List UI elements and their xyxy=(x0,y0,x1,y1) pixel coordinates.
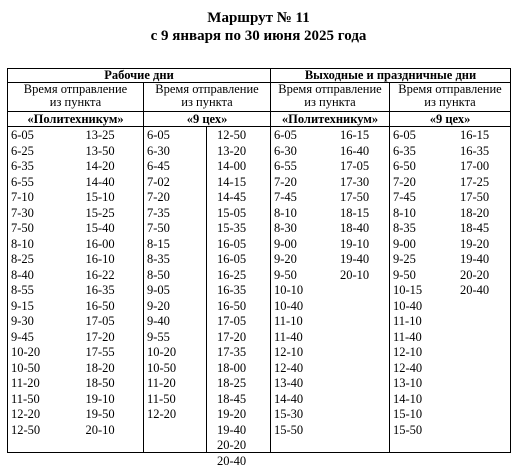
departure-time: 16-05 xyxy=(217,252,270,268)
times-col-2 xyxy=(207,127,270,452)
page-subtitle: с 9 января по 30 июня 2025 года xyxy=(0,27,517,46)
departure-time: 16-50 xyxy=(217,299,270,315)
departure-time: 17-50 xyxy=(340,190,389,206)
departure-time: 10-10 xyxy=(274,283,330,299)
departure-point: «Политехникум» xyxy=(271,112,390,127)
departure-time: 14-00 xyxy=(217,159,270,175)
departure-time: 11-50 xyxy=(147,392,206,408)
departure-time: 18-00 xyxy=(217,361,270,377)
departure-time: 6-30 xyxy=(147,144,206,160)
departure-time: 6-05 xyxy=(393,128,450,144)
departure-time: 16-25 xyxy=(217,268,270,284)
departure-time: 14-15 xyxy=(217,175,270,191)
departure-time: 7-30 xyxy=(11,206,76,222)
point-row xyxy=(8,112,511,127)
departure-time: 9-30 xyxy=(11,314,76,330)
direction-header xyxy=(271,83,390,112)
departure-time: 13-40 xyxy=(274,376,330,392)
departure-time: 6-55 xyxy=(11,175,76,191)
times-col-1 xyxy=(144,127,207,452)
departure-time: 15-30 xyxy=(274,407,330,423)
departure-time: 14-45 xyxy=(217,190,270,206)
departure-time: 7-20 xyxy=(393,175,450,191)
direction-header-row xyxy=(8,83,511,112)
departure-time: 17-25 xyxy=(460,175,510,191)
departure-time: 8-40 xyxy=(11,268,76,284)
departure-time: 15-50 xyxy=(274,423,330,439)
departure-time: 9-20 xyxy=(147,299,206,315)
departure-time: 6-25 xyxy=(11,144,76,160)
departure-time: 16-22 xyxy=(86,268,144,284)
departure-time: 9-50 xyxy=(393,268,450,284)
departure-time: 18-45 xyxy=(460,221,510,237)
departure-time: 8-35 xyxy=(393,221,450,237)
departure-time: 13-50 xyxy=(86,144,144,160)
departure-time: 8-35 xyxy=(147,252,206,268)
departure-time: 18-20 xyxy=(460,206,510,222)
departure-time: 12-40 xyxy=(274,361,330,377)
departure-time: 17-20 xyxy=(86,330,144,346)
header-line1: Время отправление xyxy=(390,83,510,96)
departure-time: 11-10 xyxy=(393,314,450,330)
times-col-1 xyxy=(390,127,450,452)
departure-time: 18-50 xyxy=(86,376,144,392)
departure-time: 18-25 xyxy=(217,376,270,392)
departure-time: 12-20 xyxy=(11,407,76,423)
times-row xyxy=(8,127,511,453)
header-line2: из пункта xyxy=(8,96,143,109)
departure-time: 16-35 xyxy=(460,144,510,160)
departure-time: 14-40 xyxy=(86,175,144,191)
departure-time: 6-55 xyxy=(274,159,330,175)
departure-time: 6-05 xyxy=(147,128,206,144)
departure-time: 20-40 xyxy=(217,454,270,469)
times-cell xyxy=(271,127,390,453)
departure-time: 7-02 xyxy=(147,175,206,191)
departure-time: 7-35 xyxy=(147,206,206,222)
departure-time: 9-40 xyxy=(147,314,206,330)
schedule-table xyxy=(7,68,511,453)
departure-time: 17-20 xyxy=(217,330,270,346)
departure-time: 9-50 xyxy=(274,268,330,284)
departure-time: 9-15 xyxy=(11,299,76,315)
departure-time: 7-10 xyxy=(11,190,76,206)
departure-time: 17-55 xyxy=(86,345,144,361)
departure-time: 15-10 xyxy=(86,190,144,206)
times-columns xyxy=(271,127,389,452)
departure-time: 16-35 xyxy=(86,283,144,299)
page-title: Маршрут № 11 xyxy=(0,9,517,28)
group-label-weekdays: Рабочие дни xyxy=(8,69,271,83)
times-cell xyxy=(390,127,511,453)
times-columns xyxy=(8,127,143,452)
departure-time: 11-20 xyxy=(147,376,206,392)
departure-time: 17-35 xyxy=(217,345,270,361)
departure-time: 11-20 xyxy=(11,376,76,392)
group-header-row xyxy=(8,69,511,83)
departure-time: 15-05 xyxy=(217,206,270,222)
departure-time: 15-40 xyxy=(86,221,144,237)
departure-time: 20-10 xyxy=(86,423,144,439)
departure-time: 17-00 xyxy=(460,159,510,175)
departure-time: 10-15 xyxy=(393,283,450,299)
departure-time: 10-40 xyxy=(274,299,330,315)
departure-time: 10-20 xyxy=(147,345,206,361)
departure-time: 16-15 xyxy=(460,128,510,144)
departure-time: 19-10 xyxy=(340,237,389,253)
departure-time: 10-20 xyxy=(11,345,76,361)
departure-time: 19-40 xyxy=(460,252,510,268)
departure-time: 7-50 xyxy=(147,221,206,237)
departure-time: 12-50 xyxy=(11,423,76,439)
departure-time: 10-50 xyxy=(147,361,206,377)
departure-time: 7-45 xyxy=(393,190,450,206)
direction-header xyxy=(144,83,271,112)
departure-time: 16-15 xyxy=(340,128,389,144)
departure-time: 8-10 xyxy=(393,206,450,222)
header-line2: из пункта xyxy=(390,96,510,109)
departure-time: 11-50 xyxy=(11,392,76,408)
departure-time: 13-25 xyxy=(86,128,144,144)
departure-time: 6-30 xyxy=(274,144,330,160)
departure-time: 17-30 xyxy=(340,175,389,191)
departure-time: 7-50 xyxy=(11,221,76,237)
departure-time: 16-50 xyxy=(86,299,144,315)
times-col-1 xyxy=(8,127,76,452)
departure-time: 12-50 xyxy=(217,128,270,144)
times-cell xyxy=(144,127,271,453)
departure-time: 9-25 xyxy=(393,252,450,268)
departure-time: 14-20 xyxy=(86,159,144,175)
departure-time: 9-05 xyxy=(147,283,206,299)
header-line2: из пункта xyxy=(271,96,389,109)
departure-time: 20-10 xyxy=(340,268,389,284)
header-line1: Время отправление xyxy=(271,83,389,96)
departure-time: 15-35 xyxy=(217,221,270,237)
departure-time: 15-25 xyxy=(86,206,144,222)
departure-time: 18-20 xyxy=(86,361,144,377)
departure-time: 18-15 xyxy=(340,206,389,222)
departure-time: 19-20 xyxy=(217,407,270,423)
departure-time: 7-20 xyxy=(147,190,206,206)
departure-point: «Политехникум» xyxy=(8,112,144,127)
times-columns xyxy=(390,127,510,452)
departure-time: 20-40 xyxy=(460,283,510,299)
direction-header xyxy=(8,83,144,112)
departure-time: 6-05 xyxy=(274,128,330,144)
departure-time: 11-10 xyxy=(274,314,330,330)
departure-time: 18-40 xyxy=(340,221,389,237)
departure-time: 8-25 xyxy=(11,252,76,268)
departure-time: 18-45 xyxy=(217,392,270,408)
departure-time: 8-10 xyxy=(274,206,330,222)
departure-time: 12-10 xyxy=(393,345,450,361)
header-line1: Время отправление xyxy=(144,83,270,96)
departure-point: «9 цех» xyxy=(390,112,511,127)
group-label-weekends: Выходные и праздничные дни xyxy=(271,69,511,83)
departure-time: 9-00 xyxy=(274,237,330,253)
times-col-2 xyxy=(450,127,510,452)
departure-time: 17-05 xyxy=(340,159,389,175)
header-line1: Время отправление xyxy=(8,83,143,96)
departure-time: 8-10 xyxy=(11,237,76,253)
departure-time: 14-40 xyxy=(274,392,330,408)
departure-time: 6-45 xyxy=(147,159,206,175)
departure-time: 11-40 xyxy=(393,330,450,346)
header-line2: из пункта xyxy=(144,96,270,109)
departure-time: 8-30 xyxy=(274,221,330,237)
times-col-2 xyxy=(76,127,144,452)
departure-time: 16-40 xyxy=(340,144,389,160)
departure-time: 6-35 xyxy=(393,144,450,160)
times-columns xyxy=(144,127,270,452)
departure-point: «9 цех» xyxy=(144,112,271,127)
departure-time: 12-40 xyxy=(393,361,450,377)
direction-header xyxy=(390,83,511,112)
departure-time: 19-40 xyxy=(217,423,270,439)
departure-time: 19-10 xyxy=(86,392,144,408)
departure-time: 6-50 xyxy=(393,159,450,175)
departure-time: 20-20 xyxy=(460,268,510,284)
times-col-1 xyxy=(271,127,330,452)
departure-time: 20-20 xyxy=(217,438,270,454)
departure-time: 16-00 xyxy=(86,237,144,253)
departure-time: 19-50 xyxy=(86,407,144,423)
times-col-2 xyxy=(330,127,389,452)
departure-time: 8-15 xyxy=(147,237,206,253)
departure-time: 7-20 xyxy=(274,175,330,191)
departure-time: 11-40 xyxy=(274,330,330,346)
departure-time: 13-20 xyxy=(217,144,270,160)
departure-time: 8-55 xyxy=(11,283,76,299)
departure-time: 13-10 xyxy=(393,376,450,392)
departure-time: 7-45 xyxy=(274,190,330,206)
departure-time: 17-50 xyxy=(460,190,510,206)
departure-time: 16-05 xyxy=(217,237,270,253)
departure-time: 15-50 xyxy=(393,423,450,439)
departure-time: 8-50 xyxy=(147,268,206,284)
departure-time: 9-45 xyxy=(11,330,76,346)
departure-time: 17-05 xyxy=(217,314,270,330)
departure-time: 17-05 xyxy=(86,314,144,330)
departure-time: 19-20 xyxy=(460,237,510,253)
departure-time: 12-20 xyxy=(147,407,206,423)
departure-time: 12-10 xyxy=(274,345,330,361)
departure-time: 15-10 xyxy=(393,407,450,423)
departure-time: 6-35 xyxy=(11,159,76,175)
departure-time: 9-55 xyxy=(147,330,206,346)
departure-time: 14-10 xyxy=(393,392,450,408)
departure-time: 16-10 xyxy=(86,252,144,268)
times-cell xyxy=(8,127,144,453)
departure-time: 9-20 xyxy=(274,252,330,268)
departure-time: 6-05 xyxy=(11,128,76,144)
departure-time: 10-50 xyxy=(11,361,76,377)
departure-time: 16-35 xyxy=(217,283,270,299)
departure-time: 19-40 xyxy=(340,252,389,268)
departure-time: 9-00 xyxy=(393,237,450,253)
departure-time: 10-40 xyxy=(393,299,450,315)
